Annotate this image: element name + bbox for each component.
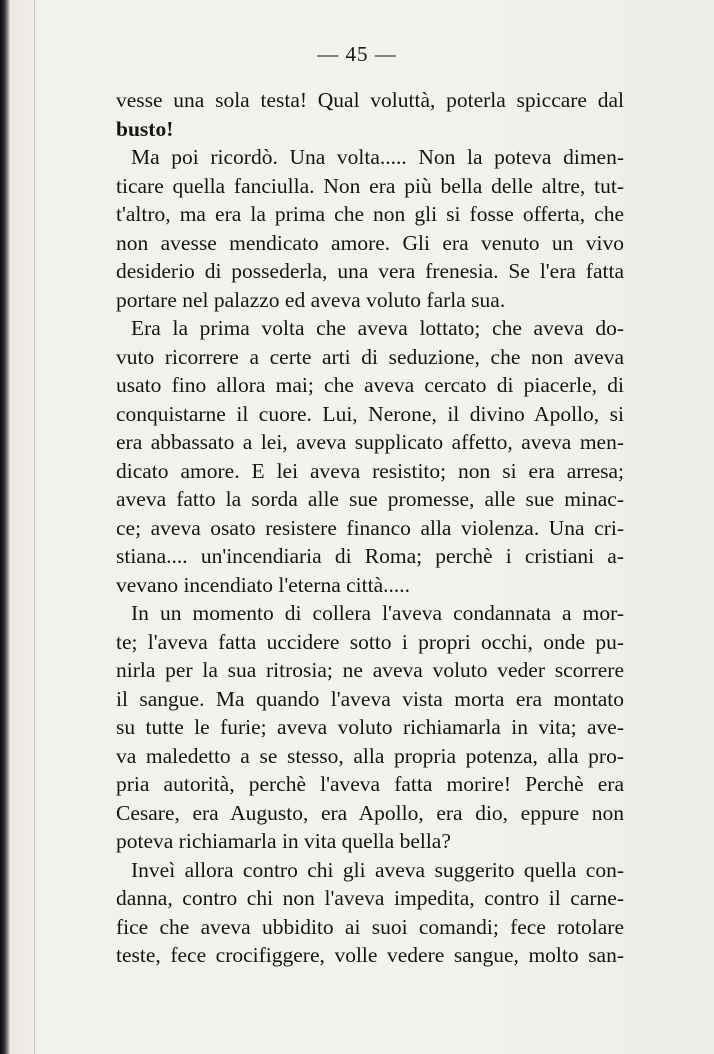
text-line: Cesare, era Augusto, era Apollo, era dio, eppure non (116, 800, 624, 825)
text-line: In un momento di collera l'aveva condannata a mor- (131, 601, 624, 625)
body-text (116, 86, 624, 970)
text-line: teste, fece crocifiggere, volle vedere sangue, molto san- (116, 943, 624, 967)
text-line: fice che aveva ubbidito ai suoi comandi; fece rotolare (116, 914, 624, 939)
text-line: era abbassato a lei, aveva supplicato affetto, aveva men- (116, 430, 624, 454)
text-line: portare nel palazzo ed aveva voluto farla sua. (116, 287, 506, 312)
text-line: aveva fatto la sorda alle sue promesse, alle sue minac- (116, 487, 624, 511)
text-line: t'altro, ma era la prima che non gli si fosse offerta, che (116, 202, 624, 226)
text-line: dicato amore. E lei aveva resistito; non si era arresa; (116, 458, 624, 483)
text-line: vesse una sola testa! Qual voluttà, poterla spiccare dal (116, 88, 624, 112)
text-line: vuto ricorrere a certe arti di seduzione, che non aveva (116, 344, 624, 369)
text-line: stiana.... un'incendiaria di Roma; perchè i cristiani a- (116, 544, 624, 568)
text-line: Era la prima volta che aveva lottato; che aveva do- (131, 316, 624, 340)
text-line: su tutte le furie; aveva voluto richiamarla in vita; ave- (116, 715, 624, 739)
binding-fold-line (34, 0, 35, 1054)
text-line: ce; aveva osato resistere financo alla violenza. Una cri- (116, 515, 624, 540)
text-line: pria autorità, perchè l'aveva fatta morire! Perchè era (116, 772, 624, 796)
text-line: ticare quella fanciulla. Non era più bella delle altre, tut- (116, 173, 624, 198)
text-line: Inveì allora contro chi gli aveva suggerito quella con- (131, 857, 624, 882)
page-binding-shadow (0, 0, 10, 1054)
text-line: te; l'aveva fatta uccidere sotto i propri occhi, onde pu- (116, 629, 624, 654)
text-line: nirla per la sua ritrosia; ne aveva voluto veder scorrere (116, 658, 624, 682)
text-line: usato fino allora mai; che aveva cercato di piacerle, di (116, 373, 624, 397)
text-line: danna, contro chi non l'aveva impedita, contro il carne- (116, 886, 624, 910)
text-line: il sangue. Ma quando l'aveva vista morta era montato (116, 686, 624, 711)
text-line: va maledetto a se stesso, alla propria potenza, alla pro- (116, 743, 624, 768)
page-number: — 45 — (317, 42, 397, 66)
text-line: busto! (116, 116, 174, 141)
text-line: poteva richiamarla in vita quella bella? (116, 829, 451, 853)
text-line: non avesse mendicato amore. Gli era venuto un vivo (116, 230, 624, 255)
text-line: desiderio di possederla, una vera frenesia. Se l'era fatta (116, 259, 624, 283)
text-line: vevano incendiato l'eterna città..... (116, 572, 410, 597)
text-line: conquistarne il cuore. Lui, Nerone, il divino Apollo, si (116, 401, 624, 426)
text-line: Ma poi ricordò. Una volta..... Non la poteva dimen- (131, 145, 624, 169)
